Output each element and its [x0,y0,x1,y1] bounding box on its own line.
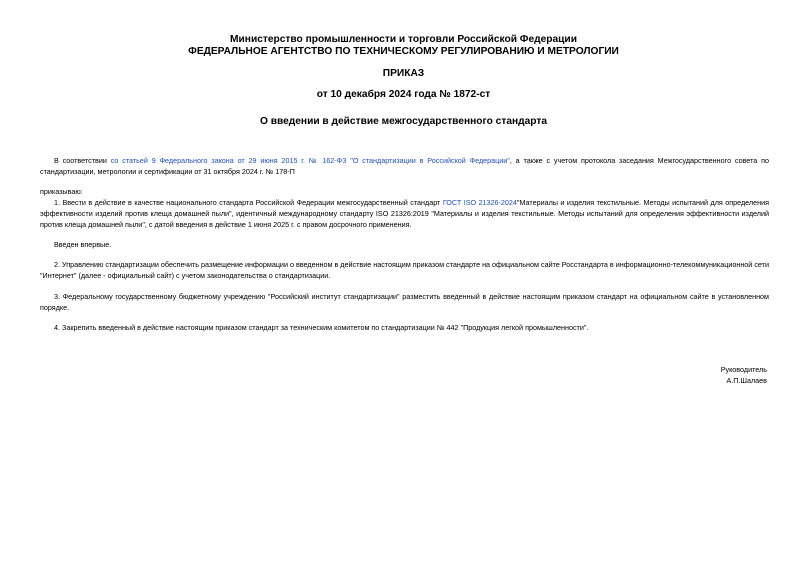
introduced-first-note: Введен впервые. [54,240,112,249]
preamble-prefix: В соответствии [54,156,111,165]
item-1-prefix: 1. Ввести в действие в качестве национального стандарта Российской Федерации межгосударственный стандарт [54,198,443,207]
preamble-paragraph [40,155,769,177]
item-2-paragraph: 2. Управлению стандартизации обеспечить размещение информации о введенном в действие настоящим приказом стандарте на официальном сайте Росстандарта в информационно-телекоммуникационной сети "Интернет" (далее - официальный сайт) с учетом законодательства о стандартизации. [40,260,769,280]
item-3-paragraph: 3. Федеральному государственному бюджетному учреждению "Российский институт стандартизации" разместить введенный в действие настоящим приказом стандарт на официальном сайте в установленном порядке. [40,292,769,312]
document-title: О введении в действие межгосударственного стандарта [259,116,548,127]
ministry-name: Министерство промышленности и торговли Российской Федерации [230,34,577,45]
gost-standard-link[interactable]: ГОСТ ISO 21326-2024 [442,198,517,207]
law-article-link[interactable]: со статьей 9 Федерального закона от 29 июня 2015 г. № 162-ФЗ "О стандартизации в Российской Федерации" [110,156,510,165]
item-4-paragraph: 4. Закрепить введенный в действие настоящим приказом стандарт за техническим комитетом по стандартизации № 442 "Продукция легкой промышленности". [54,323,589,332]
signature-name: А.П.Шалаев [726,376,767,385]
orders-label: приказываю: [40,187,83,196]
preamble-suffix: , а также с учетом протокола заседания Межгосударственного совета по стандартизации, метрологии и сертификации от 31 октября 2024 г. № 178-П [40,156,769,176]
item-1-suffix: "Материалы и изделия текстильные. Методы испытаний для определения эффективности изделий против клеща домашней пыли", идентичный международному стандарту ISO 21326:2019 "Материалы и изделия текстильные. Методы испытаний для определения эффективности изделий против клеща домашней пыли", с датой введения в действие 1 июня 2025 г. с правом досрочного применения. [40,198,769,229]
signature-position: Руководитель [720,365,767,374]
document-date-number: от 10 декабря 2024 года № 1872-ст [316,89,491,100]
agency-name: ФЕДЕРАЛЬНОЕ АГЕНТСТВО ПО ТЕХНИЧЕСКОМУ РЕГУЛИРОВАНИЮ И МЕТРОЛОГИИ [188,46,619,57]
document-type: ПРИКАЗ [382,68,425,79]
item-1-paragraph [40,197,769,230]
